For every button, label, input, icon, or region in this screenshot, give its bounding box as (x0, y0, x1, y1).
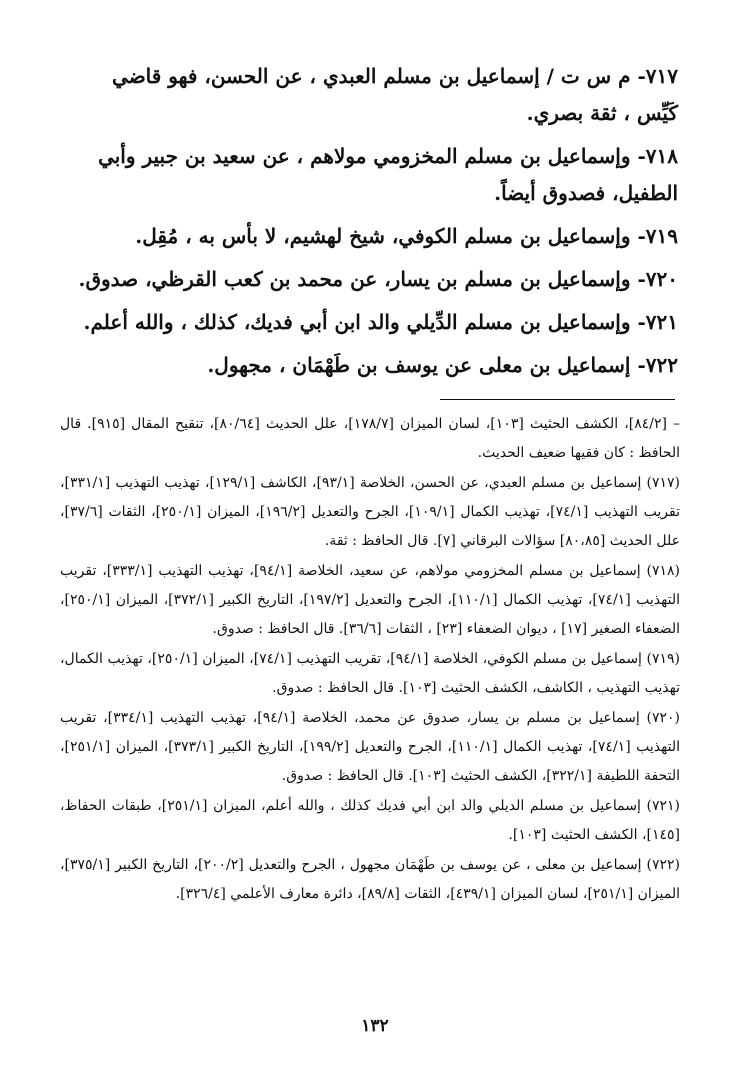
entry-text: وإسماعيل بن مسلم بن يسار، عن محمد بن كعب القرظي، صدوق. (78, 267, 631, 291)
entry-722 (72, 347, 678, 384)
entry-720 (72, 261, 678, 298)
page-number: ١٣٢ (361, 1016, 389, 1036)
entry-number: ٧٢٠- (637, 267, 678, 291)
footnotes (60, 410, 680, 910)
entry-text: وإسماعيل بن مسلم الكوفي، شيخ لهشيم، لا بأس به ، مُقِل. (135, 224, 631, 248)
footnote-720: (٧٢٠) إسماعيل بن مسلم بن يسار، صدوق عن محمد، الخلاصة [٩٤/١]، تهذيب التهذيب [٣٣٤/١]، تقريب التهذيب [٧٤/١]، تهذيب الكمال [١١٠/١]، الجرح والتعديل [١٩٩/٢]، التاريخ الكبير [٣٧٣/١]، الميزان [٢٥١/١]، التحفة اللطيفة [٣٢٢/١]، الكشف الحثيث [١٠٣]. قال الحافظ : صدوق. (60, 710, 680, 784)
footnote-717: (٧١٧) إسماعيل بن مسلم العبدي، عن الحسن، الخلاصة [٩٣/١]، الكاشف [١٢٩/١]، تهذيب التهذيب [٣٣١/١]، تقريب التهذيب [٧٤/١]، تهذيب الكمال [١٠٩/١]، الجرح والتعديل [١٩٦/٢]، الميزان [٢٥٠/١]، الثقات [٣٧/٦]، علل الحديث [٨٠،٨٥] سؤالات البرقاني [٧]. قال الحافظ : ثقة. (60, 475, 681, 549)
entry-number: ٧١٧- (637, 64, 678, 88)
entry-number: ٧٢٢- (637, 353, 678, 377)
entry-719 (72, 218, 678, 255)
entry-718 (72, 138, 678, 212)
entry-text: م س ت / إسماعيل بن مسلم العبدي ، عن الحسن، فهو قاضي كَيِّس ، ثقة بصري. (112, 64, 678, 125)
entry-text: إسماعيل بن معلى عن يوسف بن طَهْمَان ، مجهول. (207, 353, 631, 377)
entry-721 (72, 304, 678, 341)
footnote-722: (٧٢٢) إسماعيل بن معلى ، عن يوسف بن طَهْمَان مجهول ، الجرح والتعديل [٢٠٠/٢]، التاريخ الكبير [٣٧٥/١]، الميزان [٢٥١/١]، لسان الميزان [٤٣٩/١]، الثقات [٨٩/٨]، دائرة معارف الأعلمي [٣٢٦/٤]. (60, 857, 680, 902)
entry-number: ٧١٨- (637, 144, 678, 168)
entry-text: وإسماعيل بن مسلم الدِّيلي والد ابن أبي فديك، كذلك ، والله أعلم. (83, 310, 631, 334)
footnote-721: (٧٢١) إسماعيل بن مسلم الديلي والد ابن أبي فديك كذلك ، والله أعلم، الميزان [٢٥١/١]، طبقات الحفاظ، [١٤٥]، الكشف الحثيث [١٠٣]. (60, 798, 680, 843)
footnote-719: (٧١٩) إسماعيل بن مسلم الكوفي، الخلاصة [٩٤/١]، تقريب التهذيب [٧٤/١]، الميزان [٢٥٠/١]، تهذيب الكمال، تهذيب التهذيب ، الكاشف، الكشف الحثيث [١٠٣]. قال الحافظ : صدوق. (60, 651, 681, 696)
entry-number: ٧٢١- (637, 310, 678, 334)
footnote-718: (٧١٨) إسماعيل بن مسلم المخزومي مولاهم، عن سعيد، الخلاصة [٩٤/١]، تهذيب التهذيب [٣٣٣/١]، تقريب التهذيب [٧٤/١]، تهذيب الكمال [١١٠/١]، الجرح والتعديل [١٩٧/٢]، التاريخ الكبير [٣٧٢/١]، الميزان [٢٥٠/١]، الضعفاء الصغير [١٧] ، ديوان الضعفاء [٢٣] ، الثقات [٣٦/٦]. قال الحافظ : صدوق. (60, 563, 680, 637)
footnote-separator (440, 399, 675, 400)
entry-717 (72, 58, 678, 132)
entry-text: وإسماعيل بن مسلم المخزومي مولاهم ، عن سعيد بن جبير وأبي الطفيل، فصدوق أيضاً. (98, 144, 678, 205)
main-entries (72, 58, 678, 390)
entry-number: ٧١٩- (637, 224, 678, 248)
footnote-continuation: – [٨٤/٢]، الكشف الحثيث [١٠٣]، لسان الميزان [١٧٨/٧]، علل الحديث [٨٠/٦٤]، تنقيح المقال [٩١٥]. قال الحافظ : كان فقيها ضعيف الحديث. (60, 416, 680, 461)
